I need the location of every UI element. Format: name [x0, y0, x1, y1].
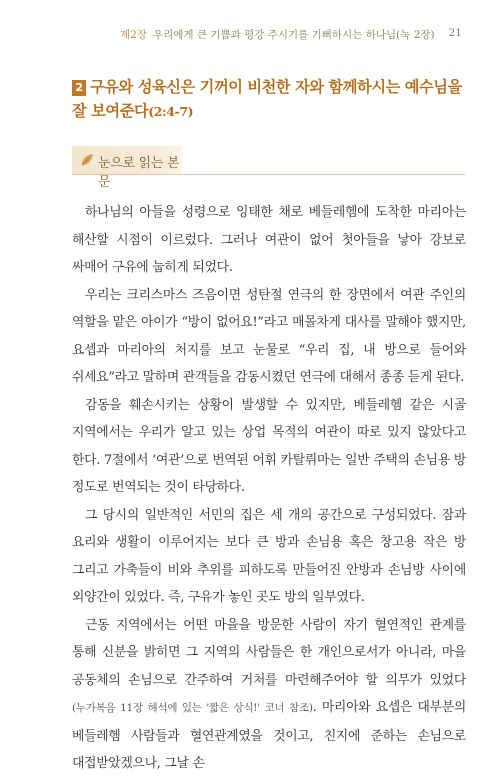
paragraph: [72, 502, 466, 612]
paragraph: [72, 282, 466, 392]
running-head: [119, 27, 462, 42]
paragraph-text: 우리는 크리스마스 즈음이면 성탄절 연극의 한 장면에서 여관 주인의 역할을 맡은 아이가 “방이 없어요!”라고 매몰차게 대사를 말해야 했지만, 요셉과 마리아의 처지를 보고 눈물로 “우리 집, 내 방으로 들어와 쉬세요”라고 말하며 관객들을 감동시켰던 연극에 대해서 종종 듣게 된다.: [72, 287, 466, 385]
banner-divider: [72, 174, 465, 175]
heading-text: 구유와 성육신은 기꺼이 비천한 자와 함께하시는 예수님을 잘 보여준다: [72, 78, 462, 120]
page-number: 21: [448, 27, 462, 39]
leaf-icon: [80, 153, 94, 167]
paragraph: [72, 199, 466, 282]
running-head-title: 우리에게 큰 기쁨과 평강 주시기를 기뻐하시는 하나님(눅 2장): [152, 29, 435, 41]
paragraph-text: 하나님의 아들을 성령으로 잉태한 채로 베들레헴에 도착한 마리아는 해산할 시점이 이르렀다. 그러나 여관이 없어 첫아들을 낳아 강보로 싸매어 구유에 눕히게 되었다.: [72, 205, 466, 275]
body-text: [72, 199, 466, 778]
running-head-chapter: 제2장: [119, 29, 147, 41]
heading-reference: (2:4-7): [148, 104, 194, 119]
paragraph-text: 근동 지역에서는 어떤 마을을 방문한 사람이 자기 혈연적인 관계를 통해 신분을 밝히면 그 지역의 사람들은 한 개인으로서가 아니라, 마을 공동체의 손님으로 간주하여 거처를 마련해주어야 할 의무가 있었다: [72, 617, 466, 688]
paragraph-text: 그 당시의 일반적인 서민의 집은 세 개의 공간으로 구성되었다. 잠과 요리와 생활이 이루어지는 보다 큰 방과 손님용 혹은 창고용 작은 방 그리고 가축들이 비와 추위를 피하도록 만들어진 안방과 손님방 사이에 외양간이 있었다. 즉, 구유가 놓인 곳도 방의 일부였다.: [72, 507, 466, 605]
section-banner: [72, 146, 182, 190]
paragraph: [72, 612, 466, 778]
heading-number-badge: 2: [72, 80, 86, 96]
paragraph-note: (누가복음 11장 해석에 있는 '짧은 상식!' 코너 참조): [72, 702, 313, 714]
paragraph-text: 감동을 훼손시키는 상황이 발생할 수 있지만, 베들레헴 같은 시골 지역에서는 우리가 알고 있는 상업 목적의 여관이 따로 있지 않았다고 한다. 7절에서 ‘여관’으로 번역된 어휘 카탈뤼마는 일반 주택의 손님용 방 정도로 번역되는 것이 타당하다.: [72, 397, 466, 495]
section-heading: [72, 75, 467, 124]
paragraph: [72, 392, 466, 502]
section-banner-label: 눈으로 읽는 본문: [98, 156, 180, 190]
paragraph-text-tail: . 마리아와 요셉은 대부분의 베들레헴 사람들과 혈연관계였을 것이고, 친지에 준하는 손님으로 대접받았겠으나, 그날 손: [72, 700, 466, 771]
